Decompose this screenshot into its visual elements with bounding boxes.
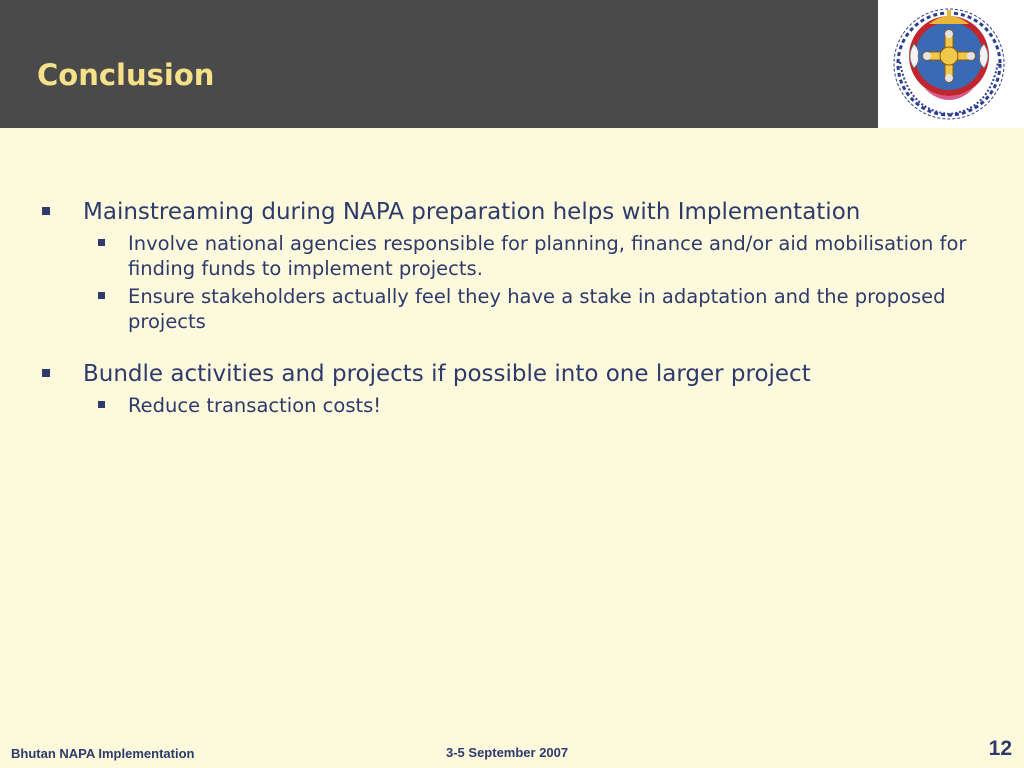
square-bullet-icon: [98, 292, 105, 299]
slide-number: 12: [988, 737, 1012, 760]
sub-list-item: [84, 231, 992, 281]
sub-list-item: [84, 393, 992, 418]
sub-bullet-text: Ensure stakeholders actually feel they have a stake in adaptation and the proposed projects: [128, 285, 946, 333]
sub-bullet-text: Reduce transaction costs!: [128, 394, 382, 417]
logo-panel: [878, 0, 1024, 128]
list-item: [42, 196, 992, 228]
sub-bullet-text: Involve national agencies responsible for planning, finance and/or aid mobilisation for finding funds to implement projects.: [128, 232, 967, 280]
square-bullet-icon: [98, 401, 105, 408]
bullet-text: Mainstreaming during NAPA preparation helps with Implementation: [83, 199, 861, 225]
list-item: [42, 358, 992, 390]
sub-list-item: [84, 284, 992, 334]
bullet-text: Bundle activities and projects if possible into one larger project: [83, 361, 811, 387]
footer-presentation-title: Bhutan NAPA Implementation: [11, 746, 195, 761]
slide-title: Conclusion: [37, 58, 215, 92]
footer-date: 3-5 September 2007: [446, 745, 569, 760]
square-bullet-icon: [42, 207, 50, 215]
square-bullet-icon: [98, 239, 105, 246]
bullet-list: [42, 196, 992, 418]
title-bar: [0, 0, 878, 128]
bhutan-emblem-icon: [888, 4, 1010, 124]
square-bullet-icon: [42, 369, 50, 377]
